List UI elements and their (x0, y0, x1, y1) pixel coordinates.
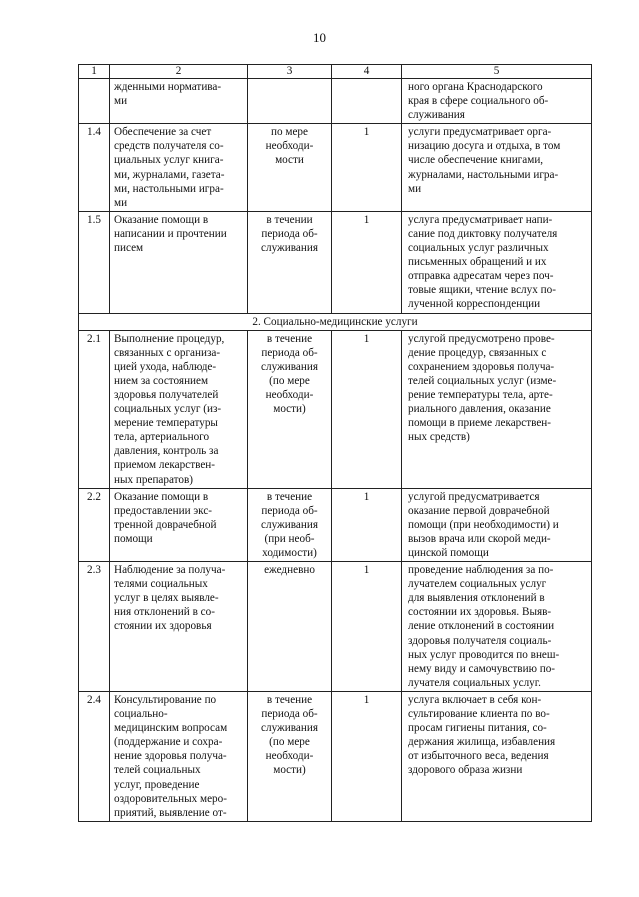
table-row (79, 562, 592, 692)
header-col-5: 5 (402, 65, 592, 79)
service-description: ного органа Краснодарского края в сфере социального об- служивания (402, 79, 592, 124)
service-volume: 1 (332, 330, 402, 488)
service-volume (332, 79, 402, 124)
table-row (79, 330, 592, 488)
row-number: 1.5 (79, 211, 110, 313)
service-name: жденными норматива- ми (110, 79, 248, 124)
service-term: в течение периода об- служивания (по мере необходи- мости) (248, 330, 332, 488)
table-row (79, 211, 592, 313)
service-description: услугой предусматривается оказание первой доврачебной помощи (при необходимости) и вызов врача или скорой меди- цинской помощи (402, 488, 592, 561)
header-col-3: 3 (248, 65, 332, 79)
service-description: услуга предусматривает напи- сание под диктовку получателя социальных услуг различных письменных обращений и их отправка адресатам через поч- товые ящики, чтение вслух по- лученной корреспонденции (402, 211, 592, 313)
header-col-2: 2 (110, 65, 248, 79)
table-row (79, 488, 592, 561)
service-term: ежедневно (248, 562, 332, 692)
service-volume: 1 (332, 124, 402, 212)
service-term: в течение периода об- служивания (по мере необходи- мости) (248, 691, 332, 821)
service-name: Наблюдение за получа- телями социальных услуг в целях выявле- ния отклонений в со- стоянии их здоровья (110, 562, 248, 692)
service-name: Оказание помощи в написании и прочтении писем (110, 211, 248, 313)
row-number: 2.1 (79, 330, 110, 488)
service-name: Выполнение процедур, связанных с организа- цией ухода, наблюде- нием за состоянием здоровья получателей социальных услуг (из- мерение температуры тела, артериального давления, контроль за приемом лекарствен- ных препаратов) (110, 330, 248, 488)
header-col-4: 4 (332, 65, 402, 79)
section-row (79, 313, 592, 330)
service-name: Консультирование по социально- медицинским вопросам (поддержание и сохра- нение здоровья получа- телей социальных услуг, проведение оздоровительных меро- приятий, выявление от- (110, 691, 248, 821)
service-description: услугой предусмотрено прове- дение процедур, связанных с сохранением здоровья получа- телей социальных услуг (изме- рение температуры тела, арте- риального давления, оказание помощи в приеме лекарствен- ных средств) (402, 330, 592, 488)
table-header-row (79, 65, 592, 79)
service-term: по мере необходи- мости (248, 124, 332, 212)
service-volume: 1 (332, 211, 402, 313)
service-term: в течение периода об- служивания (при необ- ходимости) (248, 488, 332, 561)
header-col-1: 1 (79, 65, 110, 79)
service-description: услуги предусматривает орга- низацию досуга и отдыха, в том числе обеспечение книгами, журналами, настольными игра- ми (402, 124, 592, 212)
page-number: 10 (313, 30, 326, 45)
service-term: в течении периода об- служивания (248, 211, 332, 313)
service-term (248, 79, 332, 124)
row-number: 2.4 (79, 691, 110, 821)
row-number: 2.3 (79, 562, 110, 692)
service-name: Обеспечение за счет средств получателя со- циальных услуг книга- ми, журналами, газета- ми, настольными игра- ми (110, 124, 248, 212)
section-title: 2. Социально-медицинские услуги (79, 313, 592, 330)
service-volume: 1 (332, 488, 402, 561)
table-row (79, 691, 592, 821)
service-description: проведение наблюдения за по- лучателем социальных услуг для выявления отклонений в состоянии их здоровья. Выяв- ление отклонений в состоянии здоровья получателя социаль- ных услуг проводится по внеш- нему виду и самочувствию по- лучателя социальных услуг. (402, 562, 592, 692)
table-row (79, 79, 592, 124)
table-row (79, 124, 592, 212)
service-description: услуга включает в себя кон- сультирование клиента по во- просам гигиены питания, со- держания жилища, избавления от избыточного веса, ведения здорового образа жизни (402, 691, 592, 821)
service-name: Оказание помощи в предоставлении экс- тренной доврачебной помощи (110, 488, 248, 561)
row-number: 2.2 (79, 488, 110, 561)
service-volume: 1 (332, 562, 402, 692)
services-table (78, 64, 592, 822)
row-number (79, 79, 110, 124)
service-volume: 1 (332, 691, 402, 821)
row-number: 1.4 (79, 124, 110, 212)
